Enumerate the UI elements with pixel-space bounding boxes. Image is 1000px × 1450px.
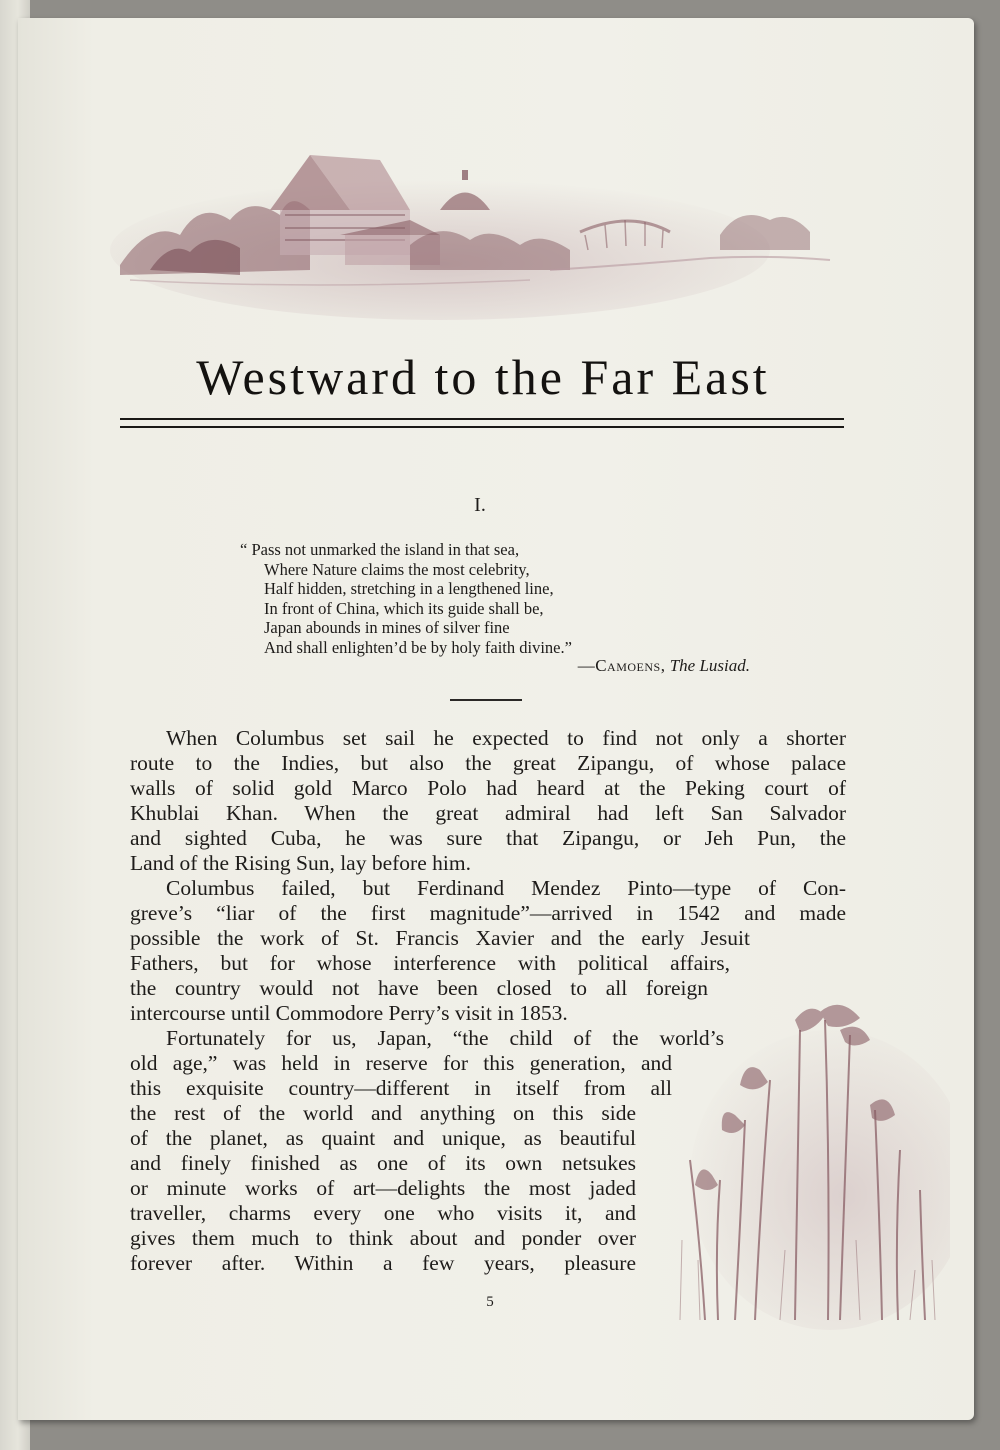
text-line: intercourse until Commodore Perry’s visit in 1853. bbox=[130, 1001, 568, 1025]
text-line: Fortunately for us, Japan, “the child of the world’s bbox=[166, 1026, 724, 1050]
text-line: this exquisite country—different in itself from all bbox=[130, 1076, 672, 1100]
text-line: route to the Indies, but also the great Zipangu, of whose palace bbox=[130, 751, 846, 775]
poem-line: In front of China, which its guide shall be, bbox=[264, 598, 544, 618]
japanese-village-landscape-icon bbox=[110, 140, 860, 330]
text-line: of the planet, as quaint and unique, as beautiful bbox=[130, 1126, 636, 1150]
page-title: Westward to the Far East bbox=[196, 349, 770, 405]
epigraph-poem bbox=[240, 540, 780, 657]
text-line: forever after. Within a few years, pleasure bbox=[130, 1251, 636, 1275]
text-line: or minute works of art—delights the most jaded bbox=[130, 1176, 636, 1200]
attribution-author: —Camoens, bbox=[577, 656, 666, 675]
text-line: greve’s “liar of the first magnitude”—arrived in 1542 and made bbox=[130, 901, 846, 925]
text-line: traveller, charms every one who visits it, and bbox=[130, 1201, 636, 1225]
text-line: the country would not have been closed to all foreign bbox=[130, 976, 708, 1000]
poem-line: “ Pass not unmarked the island in that sea, bbox=[240, 540, 520, 559]
text-line: Khublai Khan. When the great admiral had left San Salvador bbox=[130, 801, 846, 825]
text-line: Land of the Rising Sun, lay before him. bbox=[130, 851, 471, 875]
poem-line: Half hidden, stretching in a lengthened line, bbox=[264, 579, 554, 598]
text-line: Columbus failed, but Ferdinand Mendez Pinto—type of Con- bbox=[166, 876, 846, 900]
iris-flowers-icon bbox=[660, 990, 950, 1330]
text-line: When Columbus set sail he expected to find not only a shorter bbox=[166, 726, 846, 750]
page-number: 5 bbox=[486, 1294, 494, 1310]
text-line: gives them much to think about and ponder over bbox=[130, 1226, 636, 1250]
text-line: the rest of the world and anything on this side bbox=[130, 1101, 636, 1125]
poem-line: Where Nature claims the most celebrity, bbox=[264, 559, 530, 579]
poem-line: And shall enlighten’d be by holy faith divine.” bbox=[264, 637, 572, 657]
text-line: Fathers, but for whose interference with political affairs, bbox=[130, 951, 730, 975]
poem-line: Japan abounds in mines of silver fine bbox=[264, 618, 510, 637]
title-rule-top bbox=[120, 418, 844, 420]
epigraph-attribution bbox=[450, 656, 750, 676]
text-line: old age,” was held in reserve for this generation, and bbox=[130, 1051, 672, 1075]
section-divider bbox=[450, 699, 522, 701]
text-line: walls of solid gold Marco Polo had heard at the Peking court of bbox=[130, 776, 846, 800]
title-rule-bottom bbox=[120, 426, 844, 428]
section-number: I. bbox=[474, 494, 486, 516]
text-line: possible the work of St. Francis Xavier and the early Jesuit bbox=[130, 926, 750, 950]
attribution-work: The Lusiad. bbox=[669, 656, 750, 675]
text-line: and sighted Cuba, he was sure that Zipangu, or Jeh Pun, the bbox=[130, 826, 846, 850]
text-line: and finely finished as one of its own netsukes bbox=[130, 1151, 636, 1175]
